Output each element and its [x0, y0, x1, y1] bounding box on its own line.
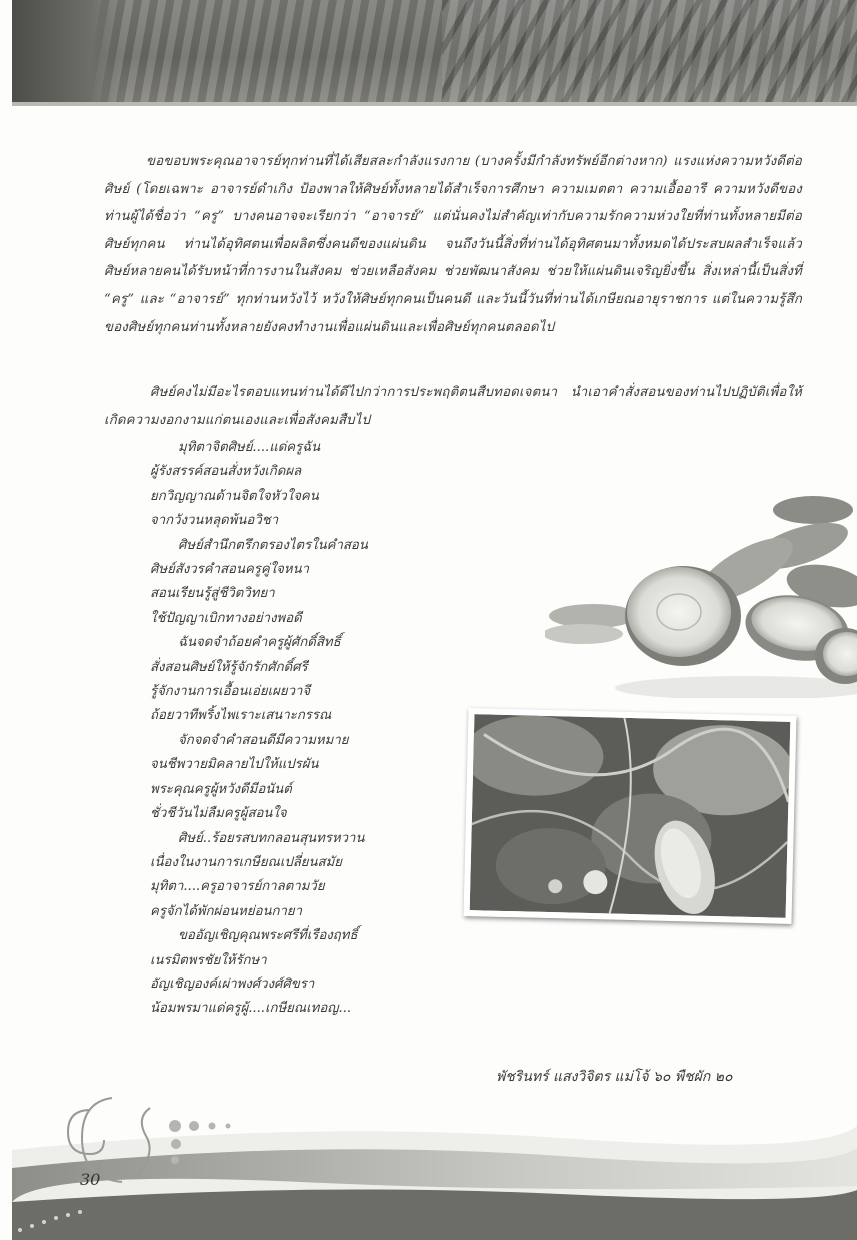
- poem-line: น้อมพรมาแด่ครูผู้....เกษียณเทอญ...: [150, 1001, 352, 1017]
- poem-line: จนชีพวายมิคลายไปให้แปรผัน: [150, 757, 319, 773]
- paragraph-closing: ศิษย์คงไม่มีอะไรตอบแทนท่านได้ดีไปกว่าการประพฤติตนสืบทอดเจตนา นำเอาคำสั่งสอนของท่านไปปฏิบัติเพื่อให้เกิดความงอกงามแก่ตนเองและเพื่อสังคมสืบไป: [104, 385, 802, 428]
- poem-line: มุทิตาจิตศิษย์....แด่ครูฉัน: [178, 440, 321, 455]
- footer-ornament: [0, 1090, 857, 1240]
- poem: [150, 436, 480, 1022]
- poem-line: ครูจักได้พักผ่อนหย่อนกายา: [150, 903, 303, 919]
- poem-line: ยกวิญญาณด้านจิตใจหัวใจคน: [150, 488, 319, 504]
- author-credit: พัชรินทร์ แสงวิจิตร แม่โจ้ ๖๐ พืชผัก ๒๐: [496, 1069, 733, 1085]
- cucumber-slices-image: [545, 488, 857, 698]
- poem-line: ศิษย์สำนึกตรึกตรองไตรในคำสอน: [178, 537, 368, 553]
- poem-line: ชั่วชีวันไม่ลืมครูผู้สอนใจ: [150, 806, 287, 822]
- header-trees: [12, 0, 122, 104]
- poem-line: มุทิตา....ครูอาจารย์กาลตามวัย: [150, 879, 325, 895]
- cucumber-plant-photo: [464, 708, 797, 924]
- poem-line: รู้จักงานการเอื้อนเอ่ยเผยวาจี: [150, 684, 311, 700]
- header-crop-rows: [442, 0, 857, 104]
- poem-line: จักจดจำคำสอนดีมีความหมาย: [178, 732, 349, 748]
- poem-line: ถ้อยวาทีพริ้งไพเราะเสนาะกรรณ: [150, 708, 332, 724]
- poem-line: ผู้รังสรรค์สอนสั่งหวังเกิดผล: [150, 464, 302, 480]
- poem-line: จากวังวนหลุดพ้นอวิชา: [150, 513, 279, 529]
- header-field-photo: [12, 0, 857, 104]
- header-divider: [12, 102, 857, 106]
- poem-line: พระคุณครูผู้หวังดีมีอนันต์: [150, 781, 292, 797]
- poem-line: ศิษย์สังวรคำสอนครูคู่ใจหนา: [150, 562, 309, 578]
- poem-line: สั่งสอนศิษย์ให้รู้จักรักศักดิ์ศรี: [150, 659, 308, 675]
- poem-line: อัญเชิญองค์เผ่าพงศ์วงศ์ศิขรา: [150, 976, 315, 992]
- poem-line: เนื่องในงานการเกษียณเปลี่ยนสมัย: [150, 854, 342, 870]
- poem-line: ใช้ปัญญาเบิกทางอย่างพอดี: [150, 610, 302, 626]
- poem-line: ฉันจดจำถ้อยคำครูผู้ศักดิ์สิทธิ์: [178, 635, 341, 651]
- poem-line: เนรมิตพรชัยให้รักษา: [150, 952, 267, 968]
- poem-line: สอนเรียนรู้สู่ชีวิตวิทยา: [150, 586, 275, 602]
- poem-line: ขออัญเชิญคุณพระศรีที่เรืองฤทธิ์: [178, 928, 358, 944]
- page-number: 30: [80, 1170, 101, 1189]
- poem-line: ศิษย์..ร้อยรสบทกลอนสุนทรหวาน: [178, 830, 365, 846]
- paragraph-intro: ขอขอบพระคุณอาจารย์ทุกท่านที่ได้เสียสละกำลังแรงกาย (บางครั้งมีกำลังทรัพย์อีกต่างหาก) แรงแห่งความหวังดีต่อศิษย์ (โดยเฉพาะ อาจารย์ดำเกิง ป้องพาลให้ศิษย์ทั้งหลายได้สำเร็จการศึกษา ความเมตตา ความเอื้ออารี ความหวังดีของท่านผู้ได้ชื่อว่า “ครู” บางคนอาจจะเรียกว่า “อาจารย์” แต่นั่นคงไม่สำคัญเท่ากับความรักความห่วงใยที่ท่านทั้งหลายมีต่อศิษย์ทุกคน ท่านได้อุทิศตนเพื่อผลิตซึ่งคนดีของแผ่นดิน จนถึงวันนี้สิ่งที่ท่านได้อุทิศตนมาทั้งหมดได้ประสบผลสำเร็จแล้ว ศิษย์หลายคนได้รับหน้าที่การงานในสังคม ช่วยเหลือสังคม ช่วยพัฒนาสังคม ช่วยให้แผ่นดินเจริญยิ่งขึ้น สิ่งเหล่านี้เป็นสิ่งที่ “ครู” และ “อาจารย์” ทุกท่านหวังไว้ หวังให้ศิษย์ทุกคนเป็นคนดี และวันนี้วันที่ท่านได้เกษียณอายุราชการ แต่ในความรู้สึกของศิษย์ทุกคนท่านทั้งหลายยังคงทำงานเพื่อแผ่นดินและเพื่อศิษย์ทุกคนตลอดไป: [104, 154, 802, 335]
